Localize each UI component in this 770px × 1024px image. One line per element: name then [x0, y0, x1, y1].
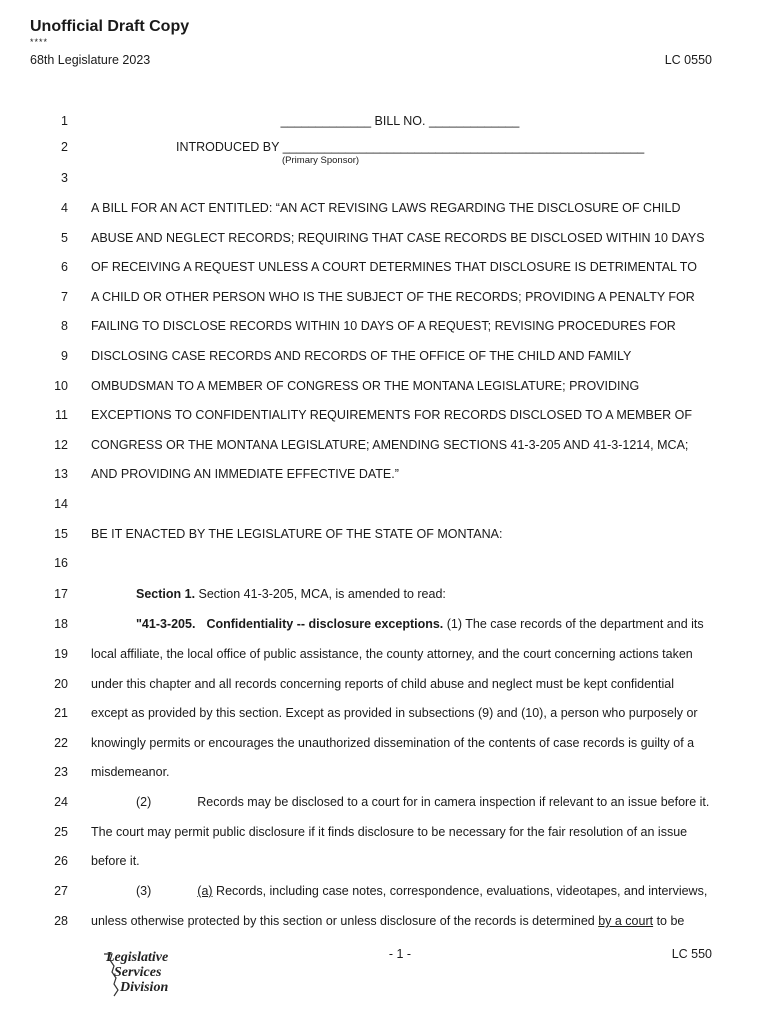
bill-title-text: BE IT ENACTED BY THE LEGISLATURE OF THE STATE OF MONTANA: — [91, 526, 503, 541]
line-number: 10 — [54, 378, 68, 393]
line-number: 11 — [55, 408, 68, 423]
line-number: 14 — [54, 497, 68, 511]
line-15 — [0, 527, 770, 547]
legislature-label: 68th Legislature 2023 — [30, 53, 151, 67]
bill-title-text: A CHILD OR OTHER PERSON WHO IS THE SUBJECT OF THE RECORDS; PROVIDING A PENALTY FOR — [91, 289, 695, 304]
logo-line-3: Division — [120, 980, 169, 995]
body-text: except as provided by this section. Except as provided in subsections (9) and (10), a person who purposely or — [91, 706, 698, 721]
line-number: 20 — [54, 676, 68, 691]
line-number: 23 — [54, 765, 68, 780]
line-11 — [0, 408, 770, 428]
line-25 — [0, 825, 770, 845]
line-number: 2 — [61, 140, 68, 154]
line-22 — [0, 736, 770, 756]
bill-title-text: OMBUDSMAN TO A MEMBER OF CONGRESS OR THE MONTANA LEGISLATURE; PROVIDING — [91, 378, 640, 393]
statute-heading-line — [136, 617, 704, 631]
subsection-number: (3) — [136, 884, 152, 898]
line-26 — [0, 854, 770, 874]
body-text: local affiliate, the local office of public assistance, the county attorney, and the court concerning actions taken — [91, 647, 693, 661]
line-20 — [0, 677, 770, 697]
line-8 — [0, 319, 770, 339]
line-number: 1 — [61, 114, 68, 128]
lc-number: LC 0550 — [664, 53, 712, 67]
line-number: 21 — [54, 706, 68, 721]
subsection-2 — [136, 795, 709, 809]
line-13 — [0, 467, 770, 487]
line-17 — [0, 587, 770, 607]
line-7 — [0, 290, 770, 310]
line-10 — [0, 379, 770, 399]
text-segment: unless otherwise protected by this section or unless disclosure of the records is determined — [91, 914, 599, 928]
line-number: 26 — [54, 854, 68, 868]
statute-heading: Confidentiality -- disclosure exceptions. — [206, 617, 444, 631]
line-9 — [0, 349, 770, 369]
line-number: 7 — [61, 289, 68, 304]
page-number: - 1 - — [388, 947, 412, 961]
body-text: under this chapter and all records concerning reports of child abuse and neglect must be kept confidential — [91, 676, 674, 691]
body-text: knowingly permits or encourages the unauthorized dissemination of the contents of case records is guilty of a — [91, 735, 695, 750]
line-number: 25 — [54, 825, 68, 839]
line-number: 24 — [54, 795, 68, 809]
line-number: 16 — [54, 556, 68, 571]
line-19 — [0, 647, 770, 667]
line-number: 28 — [54, 914, 68, 928]
line-number: 17 — [54, 587, 68, 601]
line-number: 15 — [54, 526, 68, 541]
line-4 — [0, 201, 770, 221]
line-23 — [0, 765, 770, 785]
introduced-by: INTRODUCED BY ____________________________________________________ — [176, 140, 645, 154]
line-16 — [0, 556, 770, 576]
legislative-services-logo — [100, 950, 190, 1000]
line-14 — [0, 497, 770, 517]
text-segment: to be — [653, 914, 685, 928]
bill-number: _____________ BILL NO. _____________ — [280, 114, 520, 128]
line-1 — [0, 114, 770, 134]
line-number: 4 — [61, 201, 68, 215]
line-number: 6 — [61, 260, 68, 275]
primary-sponsor-label: (Primary Sponsor) — [282, 155, 360, 166]
line-number: 5 — [61, 230, 68, 245]
bill-title-text: FAILING TO DISCLOSE RECORDS WITHIN 10 DAYS OF A REQUEST; REVISING PROCEDURES FOR — [91, 319, 676, 334]
section-intro — [136, 587, 446, 601]
line-21 — [0, 706, 770, 726]
body-text: misdemeanor. — [91, 765, 170, 780]
line-number: 19 — [54, 647, 68, 661]
line-number: 12 — [54, 437, 68, 452]
inserted-text: by a court — [598, 914, 654, 928]
line-6 — [0, 260, 770, 280]
draft-stars: **** — [30, 37, 49, 47]
bill-title-text: AND PROVIDING AN IMMEDIATE EFFECTIVE DATE.” — [91, 467, 399, 482]
inserted-subsection-a: (a) — [197, 884, 213, 898]
line-5 — [0, 231, 770, 251]
draft-title: Unofficial Draft Copy — [30, 18, 190, 35]
bill-title-text: EXCEPTIONS TO CONFIDENTIALITY REQUIREMENTS FOR RECORDS DISCLOSED TO A MEMBER OF — [91, 408, 693, 423]
subsection-text: Records may be disclosed to a court for in camera inspection if relevant to an issue before it. — [197, 795, 710, 809]
logo-line-2: Services — [114, 965, 162, 980]
logo-line-1: Legislative — [106, 950, 169, 965]
line-number: 9 — [61, 349, 68, 363]
line-24 — [0, 795, 770, 815]
body-text: The court may permit public disclosure if it finds disclosure to be necessary for the fair resolution of an issue — [91, 825, 688, 839]
line-2 — [0, 140, 770, 160]
line-number: 8 — [61, 319, 68, 334]
line-number: 3 — [61, 171, 68, 185]
line-number: 22 — [54, 735, 68, 750]
line-3 — [0, 171, 770, 191]
bill-title-text: OF RECEIVING A REQUEST UNLESS A COURT DETERMINES THAT DISCLOSURE IS DETRIMENTAL TO — [91, 260, 697, 275]
body-text: before it. — [91, 854, 140, 868]
line-28 — [0, 914, 770, 934]
line-number: 18 — [54, 617, 68, 631]
bill-title-text: ABUSE AND NEGLECT RECORDS; REQUIRING THAT CASE RECORDS BE DISCLOSED WITHIN 10 DAYS — [91, 230, 705, 245]
statute-text: (1) The case records of the department and its — [443, 617, 704, 631]
line-18 — [0, 617, 770, 637]
statute-number: "41-3-205. — [136, 617, 196, 631]
line-27 — [0, 884, 770, 904]
line-number: 27 — [54, 884, 68, 898]
line-12 — [0, 438, 770, 458]
line-number: 13 — [54, 467, 68, 482]
body-text — [91, 914, 684, 928]
bill-title-text: CONGRESS OR THE MONTANA LEGISLATURE; AMENDING SECTIONS 41-3-205 AND 41-3-1214, MCA; — [91, 437, 689, 452]
subsection-number: (2) — [136, 795, 152, 809]
section-label: Section 1. — [136, 587, 196, 601]
bill-title-text: A BILL FOR AN ACT ENTITLED: “AN ACT REVISING LAWS REGARDING THE DISCLOSURE OF CHILD — [91, 201, 681, 215]
subsection-text: Records, including case notes, correspondence, evaluations, videotapes, and interviews, — [212, 884, 708, 898]
bill-title-text: DISCLOSING CASE RECORDS AND RECORDS OF THE OFFICE OF THE CHILD AND FAMILY — [91, 349, 632, 363]
footer-lc-number: LC 550 — [671, 947, 712, 961]
subsection-3 — [136, 884, 707, 898]
section-text: Section 41-3-205, MCA, is amended to read: — [195, 587, 446, 601]
